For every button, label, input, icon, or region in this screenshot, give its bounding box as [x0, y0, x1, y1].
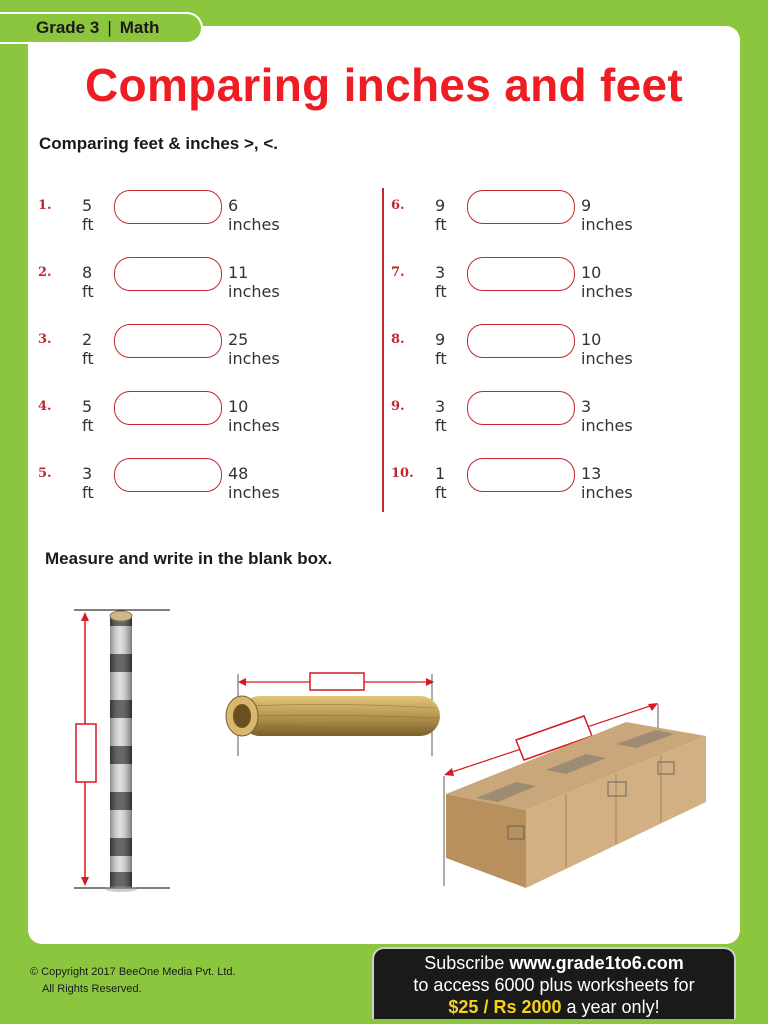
promo-tail: a year only! — [566, 997, 660, 1017]
answer-box[interactable] — [114, 458, 222, 492]
feet-value: 9 ft — [435, 330, 447, 368]
feet-value: 3 ft — [435, 263, 447, 301]
grade-label: Grade 3 — [36, 18, 100, 37]
problem-number: 1. — [38, 198, 52, 213]
problem-number: 3. — [38, 332, 52, 347]
log-illustration — [220, 664, 452, 760]
striped-pole-illustration — [70, 604, 180, 896]
column-divider — [382, 188, 384, 512]
problem-number: 5. — [38, 466, 52, 481]
problem-number: 9. — [391, 399, 405, 414]
inches-value: 10 inches — [581, 263, 633, 301]
feet-value: 3 ft — [82, 464, 94, 502]
feet-value: 9 ft — [435, 196, 447, 234]
pole — [105, 611, 137, 892]
section1-instruction: Comparing feet & inches >, <. — [39, 134, 279, 153]
answer-box[interactable] — [467, 391, 575, 425]
inches-value: 48 inches — [228, 464, 280, 502]
answer-box[interactable] — [114, 257, 222, 291]
inches-value: 10 inches — [581, 330, 633, 368]
inches-value: 9 inches — [581, 196, 633, 234]
site-link[interactable]: www.grade1to6.com — [509, 953, 684, 973]
section2-instruction: Measure and write in the blank box. — [45, 549, 333, 568]
promo-line: to access 6000 plus worksheets for — [413, 975, 695, 995]
rights-line: All Rights Reserved. — [42, 983, 142, 995]
price-text: $25 / Rs 2000 — [448, 997, 562, 1017]
problem-number: 2. — [38, 265, 52, 280]
copyright-line: © Copyright 2017 BeeOne Media Pvt. Ltd. — [30, 966, 236, 978]
inches-value: 11 inches — [228, 263, 280, 301]
problem-number: 7. — [391, 265, 405, 280]
answer-box[interactable] — [467, 257, 575, 291]
problem-number: 4. — [38, 399, 52, 414]
subscribe-banner — [372, 947, 736, 1019]
answer-box[interactable] — [467, 458, 575, 492]
inches-value: 10 inches — [228, 397, 280, 435]
problem-number: 8. — [391, 332, 405, 347]
feet-value: 8 ft — [82, 263, 94, 301]
log — [226, 696, 440, 736]
inches-value: 3 inches — [581, 397, 633, 435]
answer-box[interactable] — [467, 324, 575, 358]
answer-box[interactable] — [467, 190, 575, 224]
feet-value: 5 ft — [82, 196, 94, 234]
answer-box[interactable] — [114, 190, 222, 224]
subscribe-text: Subscribe — [424, 953, 505, 973]
feet-value: 1 ft — [435, 464, 447, 502]
inches-value: 6 inches — [228, 196, 280, 234]
page-title: Comparing inches and feet — [85, 59, 683, 111]
tab-separator: | — [107, 18, 112, 37]
inches-value: 13 inches — [581, 464, 633, 502]
feet-value: 5 ft — [82, 397, 94, 435]
copyright-notice — [30, 964, 236, 998]
subject-label: Math — [119, 18, 160, 37]
feet-value: 2 ft — [82, 330, 94, 368]
cardboard-box-illustration — [436, 700, 712, 892]
inches-value: 25 inches — [228, 330, 280, 368]
cardboard-box — [446, 722, 706, 888]
problem-number: 6. — [391, 198, 405, 213]
answer-box[interactable] — [114, 324, 222, 358]
feet-value: 3 ft — [435, 397, 447, 435]
problem-number: 10. — [391, 466, 414, 481]
answer-box[interactable] — [114, 391, 222, 425]
grade-subject-tab — [0, 12, 203, 44]
